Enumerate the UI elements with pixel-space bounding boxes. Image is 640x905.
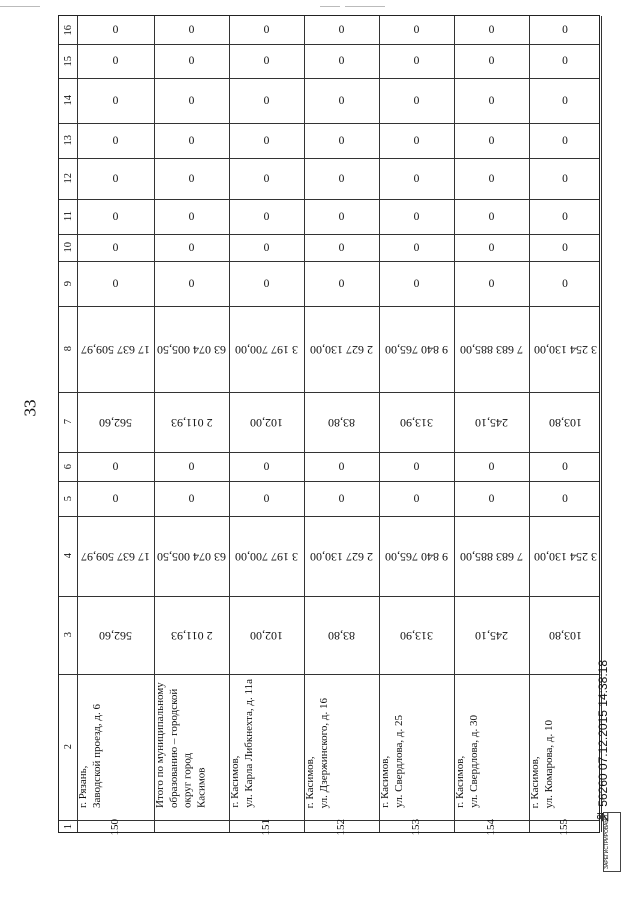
cell-value: 3 197 700,00 [235,549,298,564]
cell-value: 2 011,93 [170,628,213,643]
cell-value: 0 [263,94,270,107]
address-line: Итого по муниципальному [154,682,166,808]
cell-value: 0 [188,492,195,505]
table-cell [229,44,304,78]
table-cell [154,123,229,158]
cell-value: 0 [413,210,420,223]
cell-value: 0 [188,24,195,36]
table-cell [529,44,601,78]
column-number-label: 11 [62,211,74,222]
table-cell [304,392,379,452]
table-cell [154,481,229,516]
table-cell [77,392,154,452]
cell-value: 17 637 509,97 [81,342,150,357]
cell-value: 63 074 005,50 [157,549,226,564]
table-cell [154,306,229,392]
address-line: ул. Комарова, д. 10 [542,719,555,808]
cell-value: 0 [562,460,568,473]
column-number-label: 6 [62,463,74,470]
table-cell [304,452,379,481]
table-cell [77,596,154,674]
cell-value: 0 [488,241,495,254]
address-line: г. Касимов, [454,755,466,808]
address-line: г. Касимов, [529,755,541,808]
table-cell [304,78,379,123]
row-number: 151 [259,818,272,836]
table-cell [529,16,601,44]
cell-value: 0 [338,24,345,36]
cell-value: 0 [562,134,568,147]
table-cell [454,392,529,452]
cell-value: 0 [338,277,345,290]
cell-value: 0 [112,241,119,254]
cell-value: 9 840 765,00 [385,549,448,564]
cell-value: 0 [188,172,195,185]
cell-value: 0 [562,172,568,185]
cell-value: 3 197 700,00 [235,342,298,357]
table-cell [379,199,454,234]
table-cell [379,596,454,674]
cell-value: 7 683 885,00 [460,342,523,357]
table-cell [154,234,229,261]
table-cell [77,306,154,392]
cell-value: 245,10 [475,415,508,430]
column-number-label: 10 [62,242,74,253]
address-line: ул. Дзержинского, д. 16 [317,697,330,808]
column-number-label: 2 [62,744,74,750]
table-cell [454,596,529,674]
table-cell [379,234,454,261]
table-cell [77,78,154,123]
table-cell [454,306,529,392]
table-cell [304,674,379,820]
table-cell [229,452,304,481]
column-number-label: 16 [62,24,74,36]
address-line: Заводской проезд, д. 6 [90,704,103,808]
address-text [529,720,557,808]
column-number-label: 14 [62,95,74,106]
table-cell [454,44,529,78]
cell-value: 0 [338,210,345,223]
cell-value: 562,60 [99,628,132,643]
table-cell [454,123,529,158]
cell-value: 0 [338,172,345,185]
table-cell [529,481,601,516]
row-number: 152 [334,818,347,836]
table-cell [77,199,154,234]
table-cell [454,516,529,596]
address-line: образованию – городской округ город [167,688,194,808]
table-cell [529,452,601,481]
table-cell [454,261,529,306]
address-line: Касимов [195,767,208,808]
cell-value: 3 254 130,00 [533,549,597,564]
table-cell [229,158,304,199]
cell-value: 0 [112,172,119,185]
cell-value: 0 [263,24,270,36]
table-cell [229,674,304,820]
cell-value: 0 [488,460,495,473]
cell-value: 0 [112,210,119,223]
table-cell [154,820,229,834]
table-cell [229,820,304,834]
cell-value: 0 [413,94,420,107]
table-cell [154,44,229,78]
cell-value: 0 [112,460,119,473]
table-cell [154,16,229,44]
row-number: 155 [558,818,571,836]
table-cell [454,452,529,481]
table-cell [529,123,601,158]
cell-value: 0 [263,210,270,223]
table-cell [154,199,229,234]
table-cell [229,261,304,306]
table-cell [454,674,529,820]
column-number-label: 4 [62,553,74,559]
cell-value: 2 011,93 [170,415,213,430]
page-number: 33 [20,399,40,417]
cell-value: 0 [338,492,345,505]
table-cell [379,306,454,392]
cell-value: 103,80 [548,415,582,430]
table-cell [154,392,229,452]
cell-value: 0 [263,241,270,254]
table-cell [229,199,304,234]
table-cell [77,234,154,261]
cell-value: 0 [413,134,420,147]
table-cell [229,78,304,123]
cell-value: 0 [112,55,119,67]
address-text [229,679,257,808]
cell-value: 0 [112,94,119,107]
cell-value: 0 [562,24,568,36]
table-cell [304,516,379,596]
table-cell [454,481,529,516]
column-number-label: 12 [62,173,74,184]
table-cell [379,392,454,452]
cell-value: 0 [413,172,420,185]
cell-value: 0 [488,55,495,67]
cell-value: 63 074 005,50 [157,342,226,357]
cell-value: 0 [562,94,568,107]
table-cell [77,123,154,158]
table-cell [304,199,379,234]
cell-value: 0 [413,492,420,505]
cell-value: 2 627 130,00 [310,342,373,357]
row-number: 153 [409,818,422,836]
address-text [454,715,482,808]
cell-value: 0 [488,277,495,290]
table-cell [454,234,529,261]
table-cell [529,158,601,199]
address-text [154,674,209,808]
cell-value: 313,90 [400,415,433,430]
table-cell [77,44,154,78]
table-cell [529,820,601,834]
table-cell [77,674,154,820]
row-number: 154 [484,818,497,836]
table-cell [77,820,154,834]
table-cell [77,158,154,199]
table-cell [304,596,379,674]
table-cell [304,306,379,392]
cell-value: 0 [112,134,119,147]
table-cell [154,516,229,596]
table-cell [379,820,454,834]
table-cell [77,452,154,481]
column-number-label: 7 [62,419,74,425]
table-cell [379,16,454,44]
table-cell [229,234,304,261]
table-cell [77,261,154,306]
table-cell [379,123,454,158]
cell-value: 0 [188,134,195,147]
table-cell [77,481,154,516]
cell-value: 0 [413,24,420,36]
column-number-label: 5 [62,495,74,502]
cell-value: 0 [562,277,568,290]
cell-value: 0 [338,94,345,107]
seal-stamp: ЗАРЕГИСТРИРОВАНО [603,812,621,872]
address-line: ул. Карла Либкнехта, д. 11а [242,679,255,808]
table-cell [154,452,229,481]
cell-value: 0 [413,277,420,290]
table-cell [529,392,601,452]
cell-value: 0 [263,492,270,505]
table-cell [304,481,379,516]
table-cell [304,16,379,44]
table-cell [529,516,601,596]
cell-value: 17 637 509,97 [81,549,150,564]
table-cell [304,261,379,306]
cell-value: 0 [488,24,495,36]
cell-value: 0 [263,277,270,290]
address-line: ул. Свердлова, д. 25 [392,715,405,808]
column-number-label: 9 [62,280,74,287]
table-cell [154,158,229,199]
cell-value: 313,90 [400,628,433,643]
cell-value: 245,10 [475,628,508,643]
cell-value: 2 627 130,00 [310,549,373,564]
cell-value: 562,60 [99,415,132,430]
table-cell [229,306,304,392]
column-number-label: 13 [62,135,74,146]
table-cell [77,516,154,596]
cell-value: 0 [562,210,568,223]
data-table [58,15,600,836]
cell-value: 102,00 [250,415,283,430]
table-cell [229,481,304,516]
column-number-label: 8 [62,346,74,352]
cell-value: 0 [188,277,195,290]
table-cell [304,44,379,78]
cell-value: 0 [112,492,119,505]
table-cell [379,158,454,199]
table-cell [529,78,601,123]
address-line: г. Касимов, [229,755,241,808]
cell-value: 0 [188,94,195,107]
cell-value: 0 [338,241,345,254]
table-cell [529,234,601,261]
table-cell [77,16,154,44]
table-cell [454,820,529,834]
table-cell [379,452,454,481]
table-cell [304,234,379,261]
cell-value: 0 [413,241,420,254]
table-cell [529,674,601,820]
cell-value: 0 [413,55,420,67]
cell-value: 83,80 [328,628,355,643]
cell-value: 0 [188,460,195,473]
table-cell [379,674,454,820]
table-cell [229,392,304,452]
address-text [304,698,332,808]
address-line: г. Рязань, [77,765,89,808]
cell-value: 83,80 [328,415,355,430]
cell-value: 7 683 885,00 [460,549,523,564]
row-number: 150 [108,818,121,836]
address-line: г. Касимов, [304,755,316,808]
table-cell [379,481,454,516]
cell-value: 0 [188,55,195,67]
address-line: г. Касимов, [379,755,391,808]
table-cell [454,16,529,44]
table-cell [379,516,454,596]
table-cell [454,158,529,199]
table-cell [304,123,379,158]
cell-value: 0 [488,492,495,505]
cell-value: 0 [112,277,119,290]
cell-value: 0 [488,134,495,147]
cell-value: 103,80 [548,628,582,643]
cell-value: 0 [263,172,270,185]
table-cell [229,596,304,674]
cell-value: 0 [338,134,345,147]
cell-value: 3 254 130,00 [533,342,597,357]
table-cell [379,78,454,123]
table-cell [529,199,601,234]
cell-value: 0 [263,55,270,67]
cell-value: 0 [488,210,495,223]
cell-value: 0 [263,460,270,473]
address-text [379,715,407,808]
table-cell [304,158,379,199]
table-cell [529,596,601,674]
cell-value: 0 [562,55,568,67]
address-line: ул. Свердлова, д. 30 [467,715,480,808]
table-cell [304,820,379,834]
cell-value: 0 [112,24,119,36]
table-cell [229,123,304,158]
column-number-label: 1 [62,824,74,830]
cell-value: 0 [338,460,345,473]
table-cell [379,44,454,78]
table-cell [154,78,229,123]
column-number-label: 3 [62,632,74,638]
cell-value: 0 [413,460,420,473]
cell-value: 0 [188,241,195,254]
cell-value: 0 [488,172,495,185]
table-cell [529,261,601,306]
table-cell [379,261,454,306]
table-cell [454,78,529,123]
cell-value: 0 [562,241,568,254]
registration-stamp: № 56260 07.12.2015 14:38:18 [596,660,610,825]
table-cell [229,516,304,596]
cell-value: 0 [562,492,568,505]
table-cell [454,199,529,234]
address-text [77,704,105,808]
cell-value: 102,00 [250,628,283,643]
cell-value: 0 [488,94,495,107]
table-cell [154,674,229,820]
column-number-label: 15 [62,55,74,67]
table-cell [154,596,229,674]
table-cell [529,306,601,392]
cell-value: 0 [263,134,270,147]
cell-value: 0 [338,55,345,67]
table-cell [154,261,229,306]
cell-value: 9 840 765,00 [385,342,448,357]
table-cell [229,16,304,44]
cell-value: 0 [188,210,195,223]
